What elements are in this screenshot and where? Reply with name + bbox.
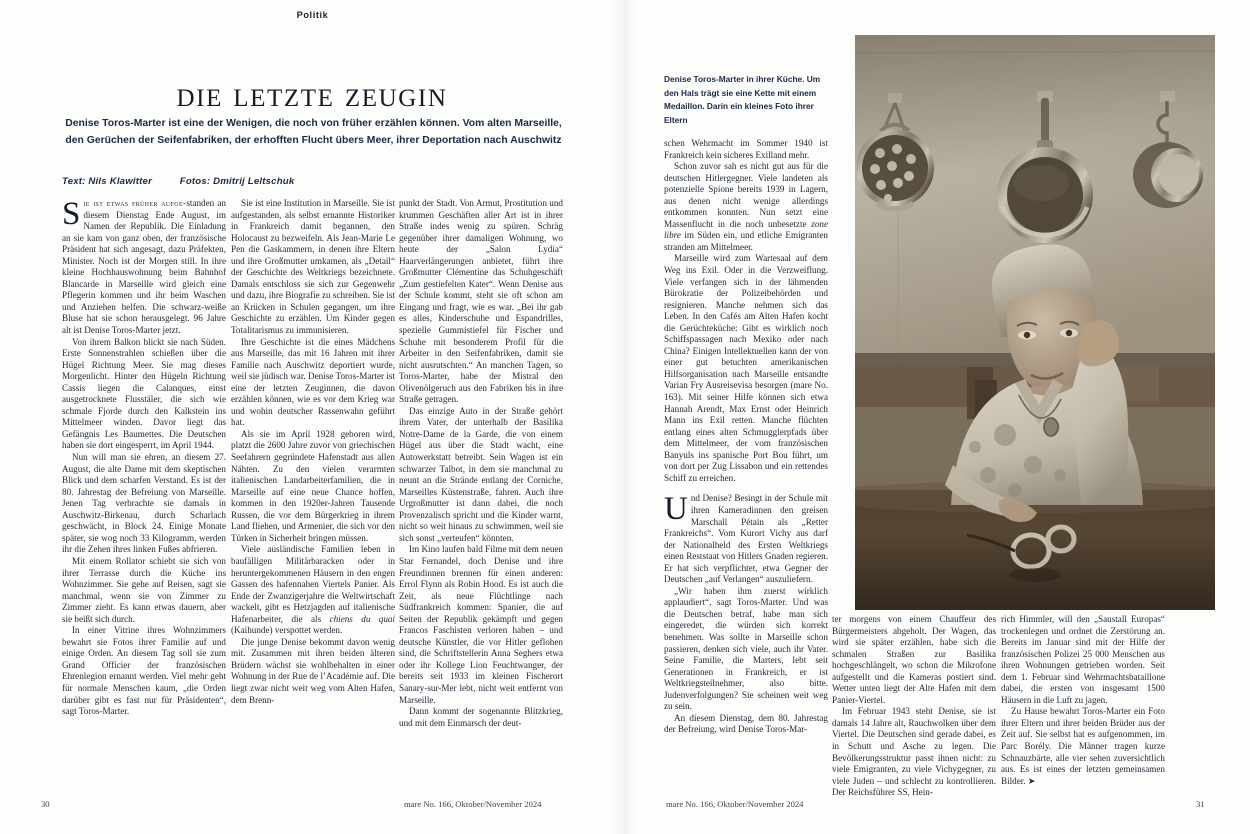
folio-issue-line-left: mare No. 166, Oktober/November 2024 bbox=[404, 799, 542, 809]
foreign-term: chiens du quai bbox=[329, 613, 395, 624]
paragraph bbox=[231, 337, 395, 429]
paragraph-text: Dann kommt der sogenannte Blitzkrieg, und mit dem Einmarsch der deut- bbox=[399, 706, 563, 728]
paragraph bbox=[231, 429, 395, 544]
end-of-article-marker: ➤ bbox=[1027, 775, 1036, 786]
paragraph bbox=[231, 198, 395, 337]
body-column-1 bbox=[62, 198, 226, 790]
paragraph bbox=[399, 406, 563, 545]
paragraph bbox=[399, 544, 563, 706]
paragraph-text: Zu Hause bewahrt Toros-Marter ein Foto ihrer Eltern und ihrer beiden Brüder aus der Zeit auf. Sie selbst hat es aufgenommen, im Parc Borély. Die Männer tragen kurze Schnauzbärte, alle vier sehen zuversichtlich aus. Es ist eines der letzten gemeinsamen Bilder. bbox=[1001, 706, 1165, 786]
article-standfirst: Denise Toros-Marter ist eine der Wenigen, die noch von früher erzählen können. Vom alten Marseille, den Gerüchen der Seifenfabriken, der erhofften Flucht übers Meer, ihrer Deportation nach Auschwitz bbox=[65, 118, 562, 146]
paragraph-text: schen Wehrmacht im Sommer 1940 ist Frankreich kein sicheres Exilland mehr. bbox=[664, 138, 828, 160]
article-photo bbox=[855, 35, 1215, 610]
paragraph bbox=[664, 713, 828, 736]
paragraph bbox=[664, 493, 828, 585]
paragraph-text: Viele ausländische Familien leben in baufälligen Militärbaracken oder in heruntergekommenen Häusern in den engen Gassen des hafennahen Viertels Panier. Als Ende der Zwanzigerjahre die Weltwirtschaft wackelt, gibt es Hetzjagden auf italienische Hafenarbeiter, die als bbox=[231, 544, 395, 624]
section-rubric: Politik bbox=[296, 10, 329, 20]
paragraph-text: Ihre Geschichte ist die eines Mädchens aus Marseille, das mit 16 Jahren mit ihrer Familie nach Auschwitz deportiert wurde, weil sie jüdisch war. Denise Toros-Marter ist eine der letzten Zeuginnen, die davon erzählen können, wie es vor dem Krieg war und wohin deutscher Rassenwahn geführt hat. bbox=[231, 336, 395, 428]
paragraph-text: Im Kino laufen bald Filme mit dem neuen Star Fernandel, doch Denise und ihre Freundinnen brennen für einen anderen: Errol Flynn als Robin Hood. Es ist auch die Zeit, als neue Flüchtlinge nach Südfrankreich kommen: Spanier, die auf Seiten der Republik gekämpft und gegen Francos Faschisten verloren haben – und deutsche Künstler, die vor Hitler geflohen sind, die Schriftstellerin Anna Seghers etwa oder ihr Kollege Lion Feuchtwanger, der bereits seit 1933 im kleinen Fischerort Sanary-sur-Mer lebt, nicht weit entfernt von Marseille. bbox=[399, 544, 563, 705]
paragraph-text: Im Februar 1943 steht Denise, sie ist damals 14 Jahre alt, Rauchwolken über dem Viertel. Die Deutschen sind gerade dabei, es in Schutt und Asche zu legen. Die Bevölkerungsstruktur passt ihnen nicht: zu viele Emigranten, zu viele Vichygegner, zu viele Juden – und schlecht zu kontrollieren. Der Reichsführer SS, Hein- bbox=[832, 706, 996, 798]
paragraph bbox=[231, 637, 395, 706]
photo-illustration bbox=[855, 35, 1215, 610]
paragraph bbox=[62, 337, 226, 452]
paragraph-text: punkt der Stadt. Von Armut, Prostitution und krummen Geschäften aller Art ist in ihrer Straße indes wenig zu spüren. Schräg gegenüber ihrer damaligen Wohnung, wo heute der „Salon Lydia“ Haarverlängerungen anbietet, führt ihre Großmutter Clémentine das Schuhgeschäft „Zum gestiefelten Kater“. Wenn Denise aus der Schule kommt, steht sie oft schon am Eingang und fragt, wie es war. „Bei ihr gab es alles, Kinderschuhe und Espandrilles, spezielle Gummistiefel für Fischer und Schuhe mit besonderem Profil für die Arbeiter in den Seifenfabriken, damit sie nicht ausrutschten.“ An manchen Tagen, so Toros-Marter, habe der Mistral den Olivenölgeruch aus den Fabriken bis in ihre Straße getragen. bbox=[399, 198, 563, 405]
paragraph-text: Sie ist eine Institution in Marseille. Sie ist aufgestanden, als selbst ernannte Historiker in Frankreich damit begannen, den Holocaust zu bezweifeln. Als Jean-Marie Le Pen die Gaskammern, in denen ihre Eltern und ihre Großmutter umkamen, als „Detail“ der Geschichte des Weltkriegs bezeichnete. Damals entschloss sie sich zur Gegenwehr und dazu, ihre Biografie zu schreiben. Sie ist an Krücken in Schulen gegangen, um ihre Geschichte zu erzählen. Um Kinder gegen Totalitarismus zu immunisieren. bbox=[231, 198, 395, 336]
paragraph-text: In einer Vitrine ihres Wohnzimmers bewahrt sie Fotos ihrer Familie auf und einige Orden. An diesem Tag soll sie zum Grand Officier der französischen Ehrenlegion ernannt werden. Viel mehr geht für normale Menschen kaum, „die Orden darüber gibt es fast nur für Präsidenten“, sagt Toros-Marter. bbox=[62, 625, 226, 717]
text-credit: Text: Nils Klawitter bbox=[62, 176, 153, 187]
paragraph bbox=[832, 614, 996, 706]
photo-caption: Denise Toros-Marter in ihrer Küche. Um den Hals trägt sie eine Kette mit einem Medaillon. Darin ein kleines Foto ihrer Eltern bbox=[664, 74, 821, 125]
drop-cap-s: S bbox=[62, 196, 81, 232]
paragraph-text: standen an diesem Dienstag Ende August, im Namen der Republik. Die Einladung an sie kam von ganz oben, der französische Präsident hat sich angesagt, dazu Präfekten, Minister. Noch ist der Morgen still. In ihre kleine Hochhauswohnung beim Bahnhof Blancarde in Marseille wird gleich eine Pflegerin kommen und ihr beim Waschen und Anziehen helfen. Die schwarz-weiße Bluse hat sie schon herausgelegt. 96 Jahre alt ist Denise Toros-Marter jetzt. bbox=[62, 198, 226, 336]
article-headline: die letzte zeugin bbox=[176, 75, 448, 114]
paragraph bbox=[664, 586, 828, 713]
paragraph bbox=[231, 544, 395, 636]
paragraph bbox=[62, 452, 226, 556]
body-column-4 bbox=[664, 138, 828, 790]
photo-credit: Fotos: Dmitrij Leltschuk bbox=[179, 176, 295, 187]
paragraph-text: Nun will man sie ehren, an diesem 27. August, die alte Dame mit dem skeptischen Blick und dem scharfen Verstand. Es ist der 80. Jahrestag der Befreiung von Marseille. Jenen Tag verbrachte sie damals in Auschwitz-Birkenau, durch Scharlach geschwächt, in Block 24. Einige Monate später, sie wog noch 33 Kilogramm, werden ihr die Zehen ihres linken Fußes abfrieren. bbox=[62, 452, 226, 555]
paragraph-text: nd Denise? Besingt in der Schule mit ihren Kameradinnen den greisen Marschall Pétain als „Retter Frankreichs“. Vom Kurort Vichy aus darf der Nationalheld des Ersten Weltkriegs einen Reststaat von Hitlers Gnaden regieren. Er hat sich verpflichtet, etwa Gegner der Deutschen „auf Verlangen“ auszuliefern. bbox=[664, 493, 828, 585]
folio-page-number-right: 31 bbox=[1196, 799, 1205, 809]
paragraph bbox=[62, 556, 226, 625]
paragraph-text: Als sie im April 1928 geboren wird, platzt die 2600 Jahre zuvor von griechischen Seefahrern gegründete Hafenstadt aus allen Nähten. Zu den vielen verarmten italienischen Landarbeiterfamilien, die in Marseille auf eine neue Chance hoffen, kommen in den 1920er-Jahren Tausende Russen, die vor dem Bürgerkrieg in ihrem Land fliehen, und Armenier, die sich vor den Türken in Sicherheit bringen müssen. bbox=[231, 428, 395, 543]
paragraph-text: Das einzige Auto in der Straße gehört ihrem Vater, der unterhalb der Basilika Notre-Dame de la Garde, die von einem Hügel aus über die Stadt wacht, eine Autowerkstatt betreibt. Sein Wagen ist ein schwarzer Talbot, in dem sie manchmal zu neunt an die Strände entlang der Corniche, Marseilles Küstenstraße, fahren. Auch ihre Urgroßmutter ist dann dabei, die noch Provenzalisch spricht und die Kinder warnt, nicht so weit hinaus zu schwimmen, weil sie sich sonst „verteufen“ könnten. bbox=[399, 405, 563, 543]
paragraph bbox=[1001, 706, 1165, 787]
body-column-2 bbox=[231, 198, 395, 790]
paragraph-text: Schon zuvor sah es nicht gut aus für die deutschen Hitlergegner. Viele landeten als potenzielle Spione bereits 1939 in Lagern, aus denen nicht wenige allerdings entkommen konnten. Nun setzt eine Massenflucht in die noch unbesetzte bbox=[664, 161, 828, 229]
paragraph bbox=[62, 625, 226, 717]
paragraph-text: „Wir haben ihm zuerst wirklich applaudiert“, sagt Toros-Marter. Und was die Deutschen betraf, habe man sich eingeredet, die würden sich korrekt benehmen. Was sollte in Marseille schon passieren, denken sich viele, auch ihr Vater. Seine Familie, die Marters, lebt seit Generationen in Frankreich, er ist Weltkriegsteilnehmer, also bitte. Judenverfolgungen? Sie scheinen weit weg zu sein. bbox=[664, 585, 828, 712]
lead-smallcaps: ie ist etwas früher aufge- bbox=[83, 198, 187, 208]
paragraph-text: rich Himmler, will den „Saustall Europas“ trockenlegen und ordnet die Zerstörung an. Bereits im Januar sind mit der Hilfe der französischen Polizei 25 000 Menschen aus ihren Wohnungen getrieben worden. Seit dem 1. Februar sind Wehrmachtsbataillone dabei, die ersten von insgesamt 1500 Häusern in die Luft zu jagen. bbox=[1001, 614, 1165, 705]
article-credits bbox=[62, 176, 294, 187]
paragraph bbox=[664, 253, 828, 484]
paragraph-text: Mit einem Rollator schiebt sie sich von ihrer Terrasse durch die Küche ins Wohnzimmer. Sie gehe auf Reisen, sagt sie manchmal, wenn sie von Zimmer zu Zimmer zieht. Es kann etwas dauern, aber sie beißt sich durch. bbox=[62, 555, 226, 624]
body-column-3 bbox=[399, 198, 563, 790]
paragraph bbox=[1001, 614, 1165, 706]
paragraph-text: An diesem Dienstag, dem 80. Jahrestag der Befreiung, wird Denise Toros-Mar- bbox=[664, 712, 828, 735]
folio-issue-line-right: mare No. 166, Oktober/November 2024 bbox=[666, 799, 804, 809]
paragraph bbox=[399, 198, 563, 406]
body-column-6 bbox=[1001, 614, 1165, 790]
drop-cap-u: U bbox=[664, 491, 688, 528]
paragraph-text: ter morgens von einem Chauffeur des Bürgermeisters abgeholt. Der Wagen, das wird sie später erzählen, habe sich die schmalen Straßen zur Basilika hochgeschlängelt, wo schon die Mikrofone aufgestellt und die Kameras postiert sind. Wetter unten liegt der Alte Hafen mit dem Panier-Viertel. bbox=[832, 614, 996, 705]
paragraph-text: im Süden ein, und etliche Emigranten stranden am Mittelmeer. bbox=[664, 230, 828, 252]
paragraph bbox=[832, 706, 996, 798]
paragraph bbox=[62, 198, 226, 337]
paragraph-text: Von ihrem Balkon blickt sie nach Süden. Erste Sonnenstrahlen schießen über die Hügel Richtung Meer. Sie mag dieses Morgenlicht. Hinter den Hügeln Richtung Cassis liegen die Calanques, einst ausgetrocknete Flusstäler, die sich wie schmale Fjorde durch den Kalkstein ins Mittelmeer winden. Davor liegt das Gefängnis Les Baumettes. Die Deutschen haben sie dort eingesperrt, im April 1944. bbox=[62, 336, 226, 451]
foreign-term: zone libre bbox=[664, 218, 828, 241]
paragraph bbox=[664, 138, 828, 161]
paragraph bbox=[399, 706, 563, 729]
paragraph-text: (Kaihunde) verspottet werden. bbox=[231, 625, 343, 636]
folio-page-number-left: 30 bbox=[41, 799, 50, 809]
body-column-5 bbox=[832, 614, 996, 798]
paragraph bbox=[664, 161, 828, 253]
paragraph-text: Die junge Denise bekommt davon wenig mit. Zusammen mit ihren beiden älteren Brüdern wächst sie wohlbehalten in einer Wohnung in der Rue de l’Académie auf. Die liegt zwar nicht weit weg vom Alten Hafen, dem Brenn- bbox=[231, 636, 395, 705]
paragraph-text: Marseille wird zum Wartesaal auf dem Weg ins Exil. Oder in die Verzweiflung. Viele verfangen sich in der lähmenden Bürokratie der Polizeibehörden und resignieren. Manche nehmen sich das Leben. In den Cafés am Alten Hafen kocht die Gerüchteküche: Gibt es wirklich noch Schiffspassagen nach Mexiko oder nach China? Einigen Intellektuellen kann der von einer gut betuchten amerikanischen Hilfsorganisation nach Marseille entsandte Varian Fry Ausreisevisa besorgen (mare No. 163). Mit seiner Hilfe können sich etwa Hannah Arendt, Max Ernst oder Heinrich Mann ins Exil retten. Manche flüchten entlang eines alten Schmugglerpfads über dem Mittelmeer, der vom französischen Banyuls ins spanische Port Bou führt, um von dort per Zug Lissabon und ein rettendes Schiff zu erreichen. bbox=[664, 253, 828, 483]
